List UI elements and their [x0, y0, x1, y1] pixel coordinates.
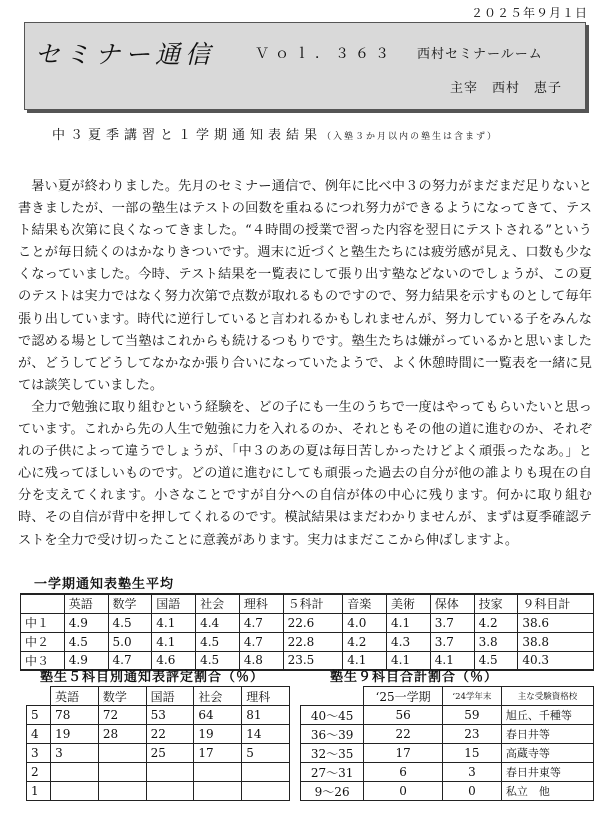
article-paragraph: 全力で勉強に取り組むという経験を、どの子にも一生のうちで一度はやってもらいたいと思っています。これから先の人生で勉強に力を入れるのか、それともその他の道に進むのか、それぞれの子供によって違うでしょうが、「中３のあの夏は毎日苦しかったけどよく頑張ったなあ。」と心に残ってほしいものです。どの道に進むにしても頑張った過去の自分が他の誰よりも現在の自分を支えてくれます。小さなことですが自分への自信が体の中心に残ります。何かに取り組む時、その自信が背中を押してくれるのです。模試結果はまだわかりませんが、まずは夏季確認テストを全力で受け切ったことに意義があります。実力はまだここから伸ばしますよ。	[18, 399, 592, 548]
table-cell: 38.8	[518, 632, 594, 651]
author-name: 主宰 西村 恵子	[450, 81, 563, 96]
table-cell: 19	[51, 725, 99, 744]
table-cell: 81	[242, 706, 290, 725]
column-header: 保体	[430, 594, 474, 613]
table-row	[27, 763, 290, 782]
table-cell: 22.8	[283, 632, 343, 651]
row-label: 40～45	[301, 706, 364, 725]
table-cell: 3	[442, 763, 501, 782]
row-label: 27～31	[301, 763, 364, 782]
table-cell: 53	[146, 706, 194, 725]
table-cell: 19	[194, 725, 242, 744]
table-cell	[98, 782, 146, 801]
table-header-row	[301, 687, 594, 706]
column-header	[27, 687, 51, 706]
table-cell	[51, 763, 99, 782]
table-header-row	[21, 594, 594, 613]
column-header: 美術	[387, 594, 431, 613]
table-cell: 78	[51, 706, 99, 725]
avg-table-title: 一学期通知表塾生平均	[34, 577, 175, 592]
table-cell: 72	[98, 706, 146, 725]
row-label: 32～35	[301, 744, 364, 763]
table-cell: 22	[146, 725, 194, 744]
column-header: ‘24学年末	[442, 687, 501, 706]
table-cell: 23.5	[283, 651, 343, 670]
table-cell: 4.1	[387, 651, 431, 670]
table-row	[301, 725, 594, 744]
table-cell: 4.2	[343, 632, 387, 651]
table-cell: 59	[442, 706, 501, 725]
table-cell: 15	[442, 744, 501, 763]
table-cell: 4.4	[196, 613, 240, 632]
article-paragraph: 暑い夏が終わりました。先月のセミナー通信で、例年に比べ中３の努力がまだまだ足りないと書きましたが、一部の塾生はテストの回数を重ねるにつれ努力ができるようになってきて、テスト結果も次第に良くなってきました。“４時間の授業で習った内容を翌日にテストされる”ということが毎日続くのはかなりきついです。週末に近づくと塾生たちには疲労感が見え、口数も少なくなっていました。今時、テスト結果を一覧表にして張り出す塾などないのでしょうが、この夏のテストは実力ではなく努力次第で点数が取れるものですので、努力結果を示すものとして毎年張り出しています。時代に逆行していると言われるかもしれませんが、努力している子をみんなで認める場として当塾はこれからも続けるつもりです。塾生たちは嫌がっているかと思いましたが、どうしてどうしてなかなか張り合いになっていたようで、よく休憩時間に一覧表を一緒に見ては談笑していました。	[18, 179, 592, 393]
grade-average-table	[20, 593, 594, 671]
table-cell: 23	[442, 725, 501, 744]
nine-subject-ratio-table	[300, 686, 594, 801]
table-cell: 3	[51, 744, 99, 763]
column-header: 主な受験資格校	[501, 687, 593, 706]
column-header	[301, 687, 364, 706]
table-cell: 4.1	[387, 613, 431, 632]
column-header: 技家	[474, 594, 518, 613]
article-body	[18, 176, 592, 552]
table-cell: 64	[194, 706, 242, 725]
column-header: 音楽	[343, 594, 387, 613]
table-row	[27, 782, 290, 801]
table-row	[21, 613, 594, 632]
table-row	[21, 632, 594, 651]
table-cell: 4.3	[387, 632, 431, 651]
five-subject-ratio-table	[26, 686, 290, 801]
table-cell	[98, 763, 146, 782]
table-cell	[194, 782, 242, 801]
table-cell: 4.0	[343, 613, 387, 632]
table-cell	[242, 763, 290, 782]
table-row	[301, 706, 594, 725]
table-cell: 40.3	[518, 651, 594, 670]
row-label: 9～26	[301, 782, 364, 801]
table-header-row	[27, 687, 290, 706]
column-header: 国語	[146, 687, 194, 706]
table-cell: 4.2	[474, 613, 518, 632]
column-header: 社会	[196, 594, 240, 613]
row-label: 5	[27, 706, 51, 725]
table-cell: 4.1	[152, 613, 196, 632]
table-cell: 4.5	[474, 651, 518, 670]
table-cell	[98, 744, 146, 763]
article-title	[52, 124, 498, 143]
column-header: ‘25一学期	[364, 687, 443, 706]
column-header: ９科目計	[518, 594, 594, 613]
table-row	[27, 744, 290, 763]
table-cell: 28	[98, 725, 146, 744]
organization-name: 西村セミナールーム	[417, 47, 543, 62]
table-cell: 25	[146, 744, 194, 763]
table-row	[301, 763, 594, 782]
table-cell: 旭丘、千種等	[501, 706, 593, 725]
table-row	[301, 744, 594, 763]
column-header: 理科	[242, 687, 290, 706]
column-header: ５科計	[283, 594, 343, 613]
table-cell: 4.9	[64, 613, 108, 632]
table-cell: 4.9	[64, 651, 108, 670]
table-cell: 4.5	[108, 613, 152, 632]
table-cell	[194, 763, 242, 782]
column-header: 数学	[108, 594, 152, 613]
column-header	[21, 594, 65, 613]
table-cell: 5.0	[108, 632, 152, 651]
table-cell: 14	[242, 725, 290, 744]
table-cell: 4.7	[239, 632, 283, 651]
column-header: 社会	[194, 687, 242, 706]
table-cell	[51, 782, 99, 801]
table-cell: 3.7	[430, 632, 474, 651]
table-cell: 4.1	[152, 632, 196, 651]
table-cell: 私立 他	[501, 782, 593, 801]
table-cell: 38.6	[518, 613, 594, 632]
table-cell: 22.6	[283, 613, 343, 632]
row-label: 中３	[21, 651, 65, 670]
ratio9-table-title: 塾生９科目合計割合（％）	[330, 670, 499, 685]
table-cell: 4.1	[430, 651, 474, 670]
ratio5-table-title: 塾生５科目別通知表評定割合（％）	[40, 670, 265, 685]
column-header: 英語	[64, 594, 108, 613]
row-label: 3	[27, 744, 51, 763]
table-cell	[146, 763, 194, 782]
table-cell	[242, 782, 290, 801]
issue-date: ２０２５年９月１日	[470, 6, 588, 20]
row-label: 1	[27, 782, 51, 801]
table-cell: 春日井等	[501, 725, 593, 744]
article-title-note: （入塾３か月以内の塾生は含まず）	[322, 132, 499, 142]
table-cell: 17	[364, 744, 443, 763]
table-cell: 4.5	[196, 632, 240, 651]
table-cell: 6	[364, 763, 443, 782]
table-cell: 4.6	[152, 651, 196, 670]
row-label: 中１	[21, 613, 65, 632]
table-row	[27, 706, 290, 725]
volume-number: Ｖｏｌ．３６３	[255, 46, 395, 62]
table-cell: 3.7	[430, 613, 474, 632]
table-cell: 4.8	[239, 651, 283, 670]
article-title-main: 中３夏季講習と１学期通知表結果	[52, 128, 323, 143]
newsletter-title: セミナー通信	[35, 40, 216, 69]
column-header: 英語	[51, 687, 99, 706]
table-cell: 3.8	[474, 632, 518, 651]
row-label: 36～39	[301, 725, 364, 744]
column-header: 理科	[239, 594, 283, 613]
table-cell: 4.7	[239, 613, 283, 632]
table-cell: 56	[364, 706, 443, 725]
table-cell: 春日井東等	[501, 763, 593, 782]
table-cell: 17	[194, 744, 242, 763]
row-label: 2	[27, 763, 51, 782]
table-cell	[146, 782, 194, 801]
table-cell: 高蔵寺等	[501, 744, 593, 763]
row-label: 中２	[21, 632, 65, 651]
table-cell: 5	[242, 744, 290, 763]
table-cell: 4.5	[64, 632, 108, 651]
row-label: 4	[27, 725, 51, 744]
table-cell: 0	[364, 782, 443, 801]
table-cell: 0	[442, 782, 501, 801]
table-cell: 22	[364, 725, 443, 744]
table-row	[301, 782, 594, 801]
table-cell: 4.5	[196, 651, 240, 670]
table-row	[27, 725, 290, 744]
column-header: 数学	[98, 687, 146, 706]
table-cell: 4.1	[343, 651, 387, 670]
column-header: 国語	[152, 594, 196, 613]
masthead	[24, 22, 586, 110]
table-cell: 4.7	[108, 651, 152, 670]
